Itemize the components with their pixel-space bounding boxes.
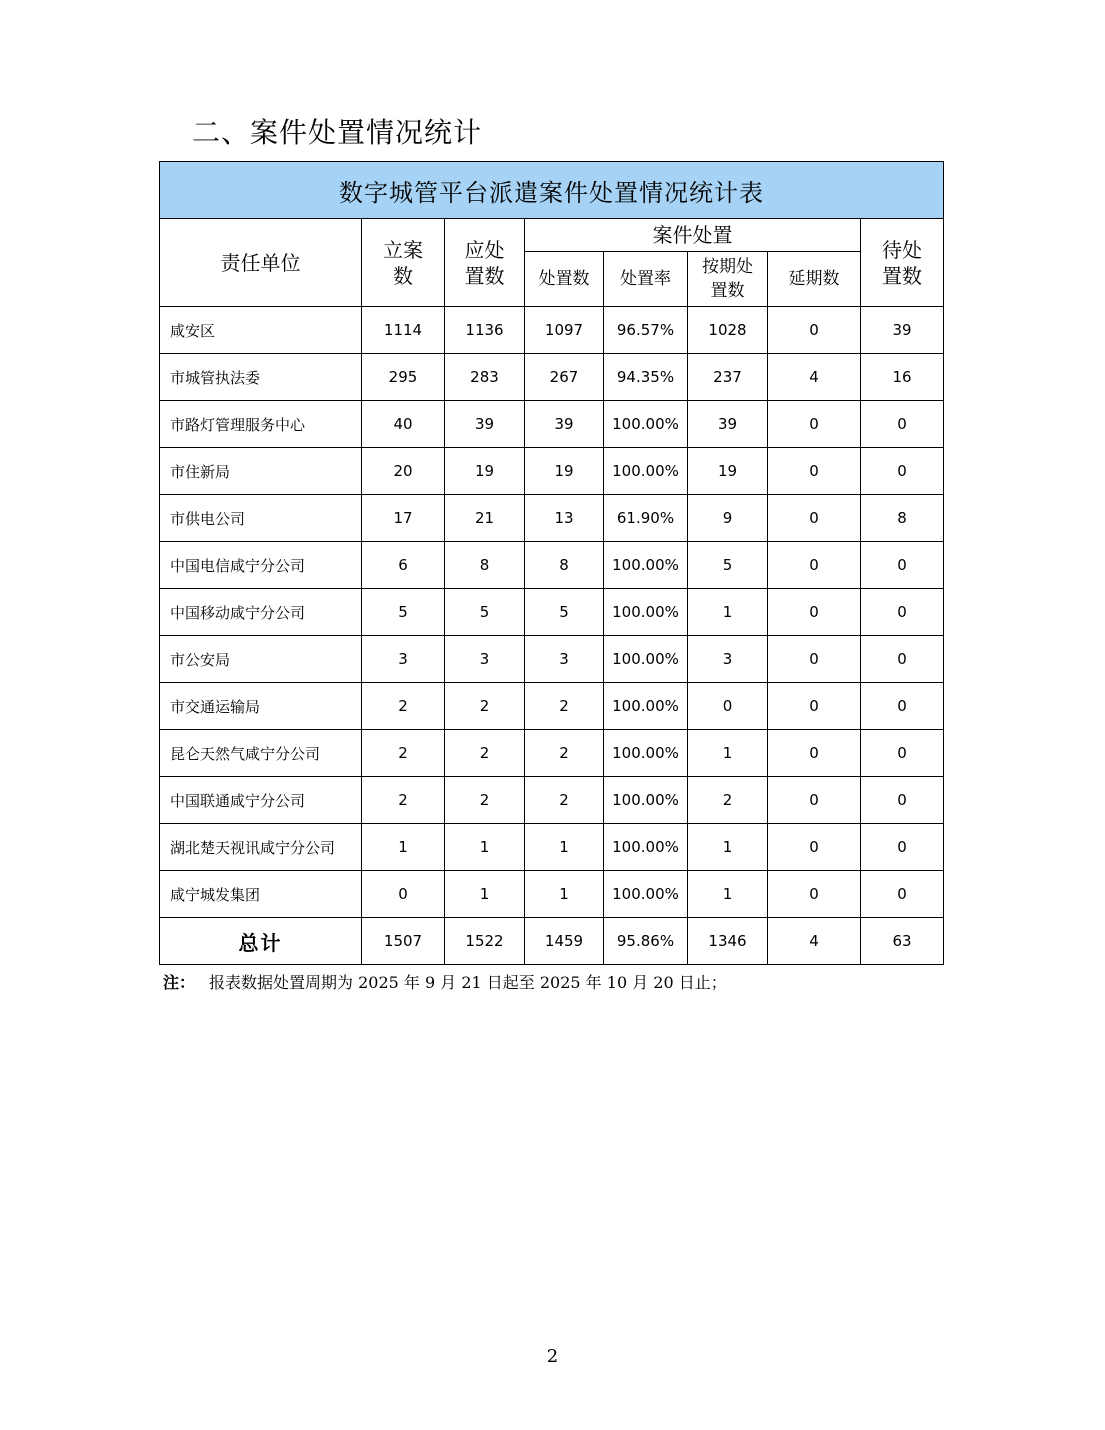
cell-ontime: 1 (688, 871, 768, 918)
cell-unit: 咸安区 (160, 307, 362, 354)
header-group: 案件处置 (525, 219, 861, 252)
cell-unit: 市供电公司 (160, 495, 362, 542)
cell-handled: 3 (525, 636, 604, 683)
cell-delayed: 4 (768, 354, 861, 401)
cell-due: 2 (445, 777, 525, 824)
cell-pending: 0 (861, 871, 944, 918)
cell-unit: 咸宁城发集团 (160, 871, 362, 918)
cell-filed: 0 (362, 871, 445, 918)
cell-ontime: 1 (688, 589, 768, 636)
cell-rate: 100.00% (604, 448, 688, 495)
cell-due: 1 (445, 824, 525, 871)
table-row (160, 636, 944, 683)
cell-pending: 0 (861, 589, 944, 636)
total-pending: 63 (861, 918, 944, 965)
cell-rate: 61.90% (604, 495, 688, 542)
cell-rate: 100.00% (604, 636, 688, 683)
cell-handled: 1 (525, 824, 604, 871)
cell-due: 5 (445, 589, 525, 636)
cell-ontime: 9 (688, 495, 768, 542)
cell-rate: 100.00% (604, 730, 688, 777)
cell-filed: 20 (362, 448, 445, 495)
header-due-line1: 应处 (464, 237, 505, 262)
cell-due: 19 (445, 448, 525, 495)
table-row (160, 448, 944, 495)
cell-pending: 0 (861, 542, 944, 589)
header-filed-line1: 立案 (383, 237, 423, 262)
cell-unit: 市住新局 (160, 448, 362, 495)
section-heading: 二、案件处置情况统计 (192, 116, 483, 149)
total-due: 1522 (445, 918, 525, 965)
cell-handled: 13 (525, 495, 604, 542)
cell-due: 8 (445, 542, 525, 589)
table-title: 数字城管平台派遣案件处置情况统计表 (160, 162, 944, 219)
cell-handled: 39 (525, 401, 604, 448)
header-rate: 处置率 (604, 252, 688, 307)
cell-ontime: 19 (688, 448, 768, 495)
cell-filed: 40 (362, 401, 445, 448)
cell-ontime: 0 (688, 683, 768, 730)
total-ontime: 1346 (688, 918, 768, 965)
table-row (160, 683, 944, 730)
table-row (160, 871, 944, 918)
cell-rate: 94.35% (604, 354, 688, 401)
total-label: 总计 (160, 918, 362, 965)
cell-unit: 市交通运输局 (160, 683, 362, 730)
cell-handled: 1 (525, 871, 604, 918)
cell-ontime: 1 (688, 824, 768, 871)
header-pending-line2: 置数 (882, 263, 922, 288)
cell-delayed: 0 (768, 401, 861, 448)
cell-handled: 1097 (525, 307, 604, 354)
cell-delayed: 0 (768, 636, 861, 683)
table-row (160, 730, 944, 777)
cell-rate: 100.00% (604, 589, 688, 636)
table-row (160, 777, 944, 824)
cell-pending: 16 (861, 354, 944, 401)
cell-unit: 市城管执法委 (160, 354, 362, 401)
cell-pending: 8 (861, 495, 944, 542)
table-row (160, 542, 944, 589)
cell-delayed: 0 (768, 589, 861, 636)
cell-due: 1 (445, 871, 525, 918)
cell-rate: 96.57% (604, 307, 688, 354)
header-ontime (688, 252, 768, 307)
table-row (160, 354, 944, 401)
cell-handled: 2 (525, 730, 604, 777)
cell-unit: 中国电信咸宁分公司 (160, 542, 362, 589)
cell-pending: 0 (861, 824, 944, 871)
cell-ontime: 5 (688, 542, 768, 589)
cell-delayed: 0 (768, 871, 861, 918)
header-delayed: 延期数 (768, 252, 861, 307)
cell-pending: 0 (861, 777, 944, 824)
cell-delayed: 0 (768, 448, 861, 495)
page-number: 2 (546, 1346, 559, 1367)
cell-delayed: 0 (768, 824, 861, 871)
cell-ontime: 1028 (688, 307, 768, 354)
cell-delayed: 0 (768, 683, 861, 730)
cell-due: 2 (445, 683, 525, 730)
table-note (163, 971, 727, 995)
cell-ontime: 3 (688, 636, 768, 683)
cell-delayed: 0 (768, 495, 861, 542)
header-pending (861, 219, 944, 307)
header-pending-line1: 待处 (882, 237, 922, 262)
cell-rate: 100.00% (604, 777, 688, 824)
header-handled: 处置数 (525, 252, 604, 307)
total-filed: 1507 (362, 918, 445, 965)
cell-due: 39 (445, 401, 525, 448)
cell-pending: 0 (861, 448, 944, 495)
cell-unit: 湖北楚天视讯咸宁分公司 (160, 824, 362, 871)
header-ontime-line1: 按期处 (702, 257, 753, 277)
cell-rate: 100.00% (604, 871, 688, 918)
total-row (160, 918, 944, 965)
cell-rate: 100.00% (604, 824, 688, 871)
header-filed-line2: 数 (393, 263, 413, 288)
cell-filed: 1114 (362, 307, 445, 354)
cell-due: 2 (445, 730, 525, 777)
cell-filed: 6 (362, 542, 445, 589)
total-handled: 1459 (525, 918, 604, 965)
cell-unit: 中国联通咸宁分公司 (160, 777, 362, 824)
cell-ontime: 39 (688, 401, 768, 448)
cell-rate: 100.00% (604, 401, 688, 448)
cell-pending: 0 (861, 683, 944, 730)
header-due (445, 219, 525, 307)
cell-filed: 295 (362, 354, 445, 401)
cell-pending: 0 (861, 401, 944, 448)
case-statistics-table (159, 161, 944, 965)
cell-handled: 2 (525, 683, 604, 730)
table-row (160, 824, 944, 871)
cell-filed: 5 (362, 589, 445, 636)
cell-filed: 17 (362, 495, 445, 542)
table-row (160, 589, 944, 636)
cell-ontime: 2 (688, 777, 768, 824)
header-filed (362, 219, 445, 307)
cell-delayed: 0 (768, 307, 861, 354)
cell-ontime: 237 (688, 354, 768, 401)
cell-unit: 中国移动咸宁分公司 (160, 589, 362, 636)
note-text: 报表数据处置周期为 2025 年 9 月 21 日起至 2025 年 10 月 20 日止； (209, 973, 727, 992)
cell-pending: 0 (861, 636, 944, 683)
cell-delayed: 0 (768, 730, 861, 777)
cell-due: 1136 (445, 307, 525, 354)
cell-filed: 3 (362, 636, 445, 683)
cell-unit: 市路灯管理服务中心 (160, 401, 362, 448)
total-delayed: 4 (768, 918, 861, 965)
cell-handled: 19 (525, 448, 604, 495)
table-row (160, 401, 944, 448)
cell-pending: 39 (861, 307, 944, 354)
cell-due: 3 (445, 636, 525, 683)
cell-delayed: 0 (768, 777, 861, 824)
cell-unit: 市公安局 (160, 636, 362, 683)
table-row (160, 307, 944, 354)
cell-rate: 100.00% (604, 542, 688, 589)
cell-filed: 2 (362, 777, 445, 824)
header-ontime-line2: 置数 (710, 281, 745, 301)
cell-due: 21 (445, 495, 525, 542)
table-row (160, 495, 944, 542)
cell-handled: 5 (525, 589, 604, 636)
cell-handled: 8 (525, 542, 604, 589)
total-rate: 95.86% (604, 918, 688, 965)
cell-handled: 2 (525, 777, 604, 824)
cell-filed: 2 (362, 683, 445, 730)
cell-filed: 1 (362, 824, 445, 871)
cell-ontime: 1 (688, 730, 768, 777)
cell-pending: 0 (861, 730, 944, 777)
cell-filed: 2 (362, 730, 445, 777)
header-due-line2: 置数 (464, 263, 505, 288)
cell-rate: 100.00% (604, 683, 688, 730)
cell-due: 283 (445, 354, 525, 401)
cell-delayed: 0 (768, 542, 861, 589)
cell-handled: 267 (525, 354, 604, 401)
note-label: 注： (163, 973, 196, 992)
cell-unit: 昆仑天然气咸宁分公司 (160, 730, 362, 777)
header-unit: 责任单位 (160, 219, 362, 307)
